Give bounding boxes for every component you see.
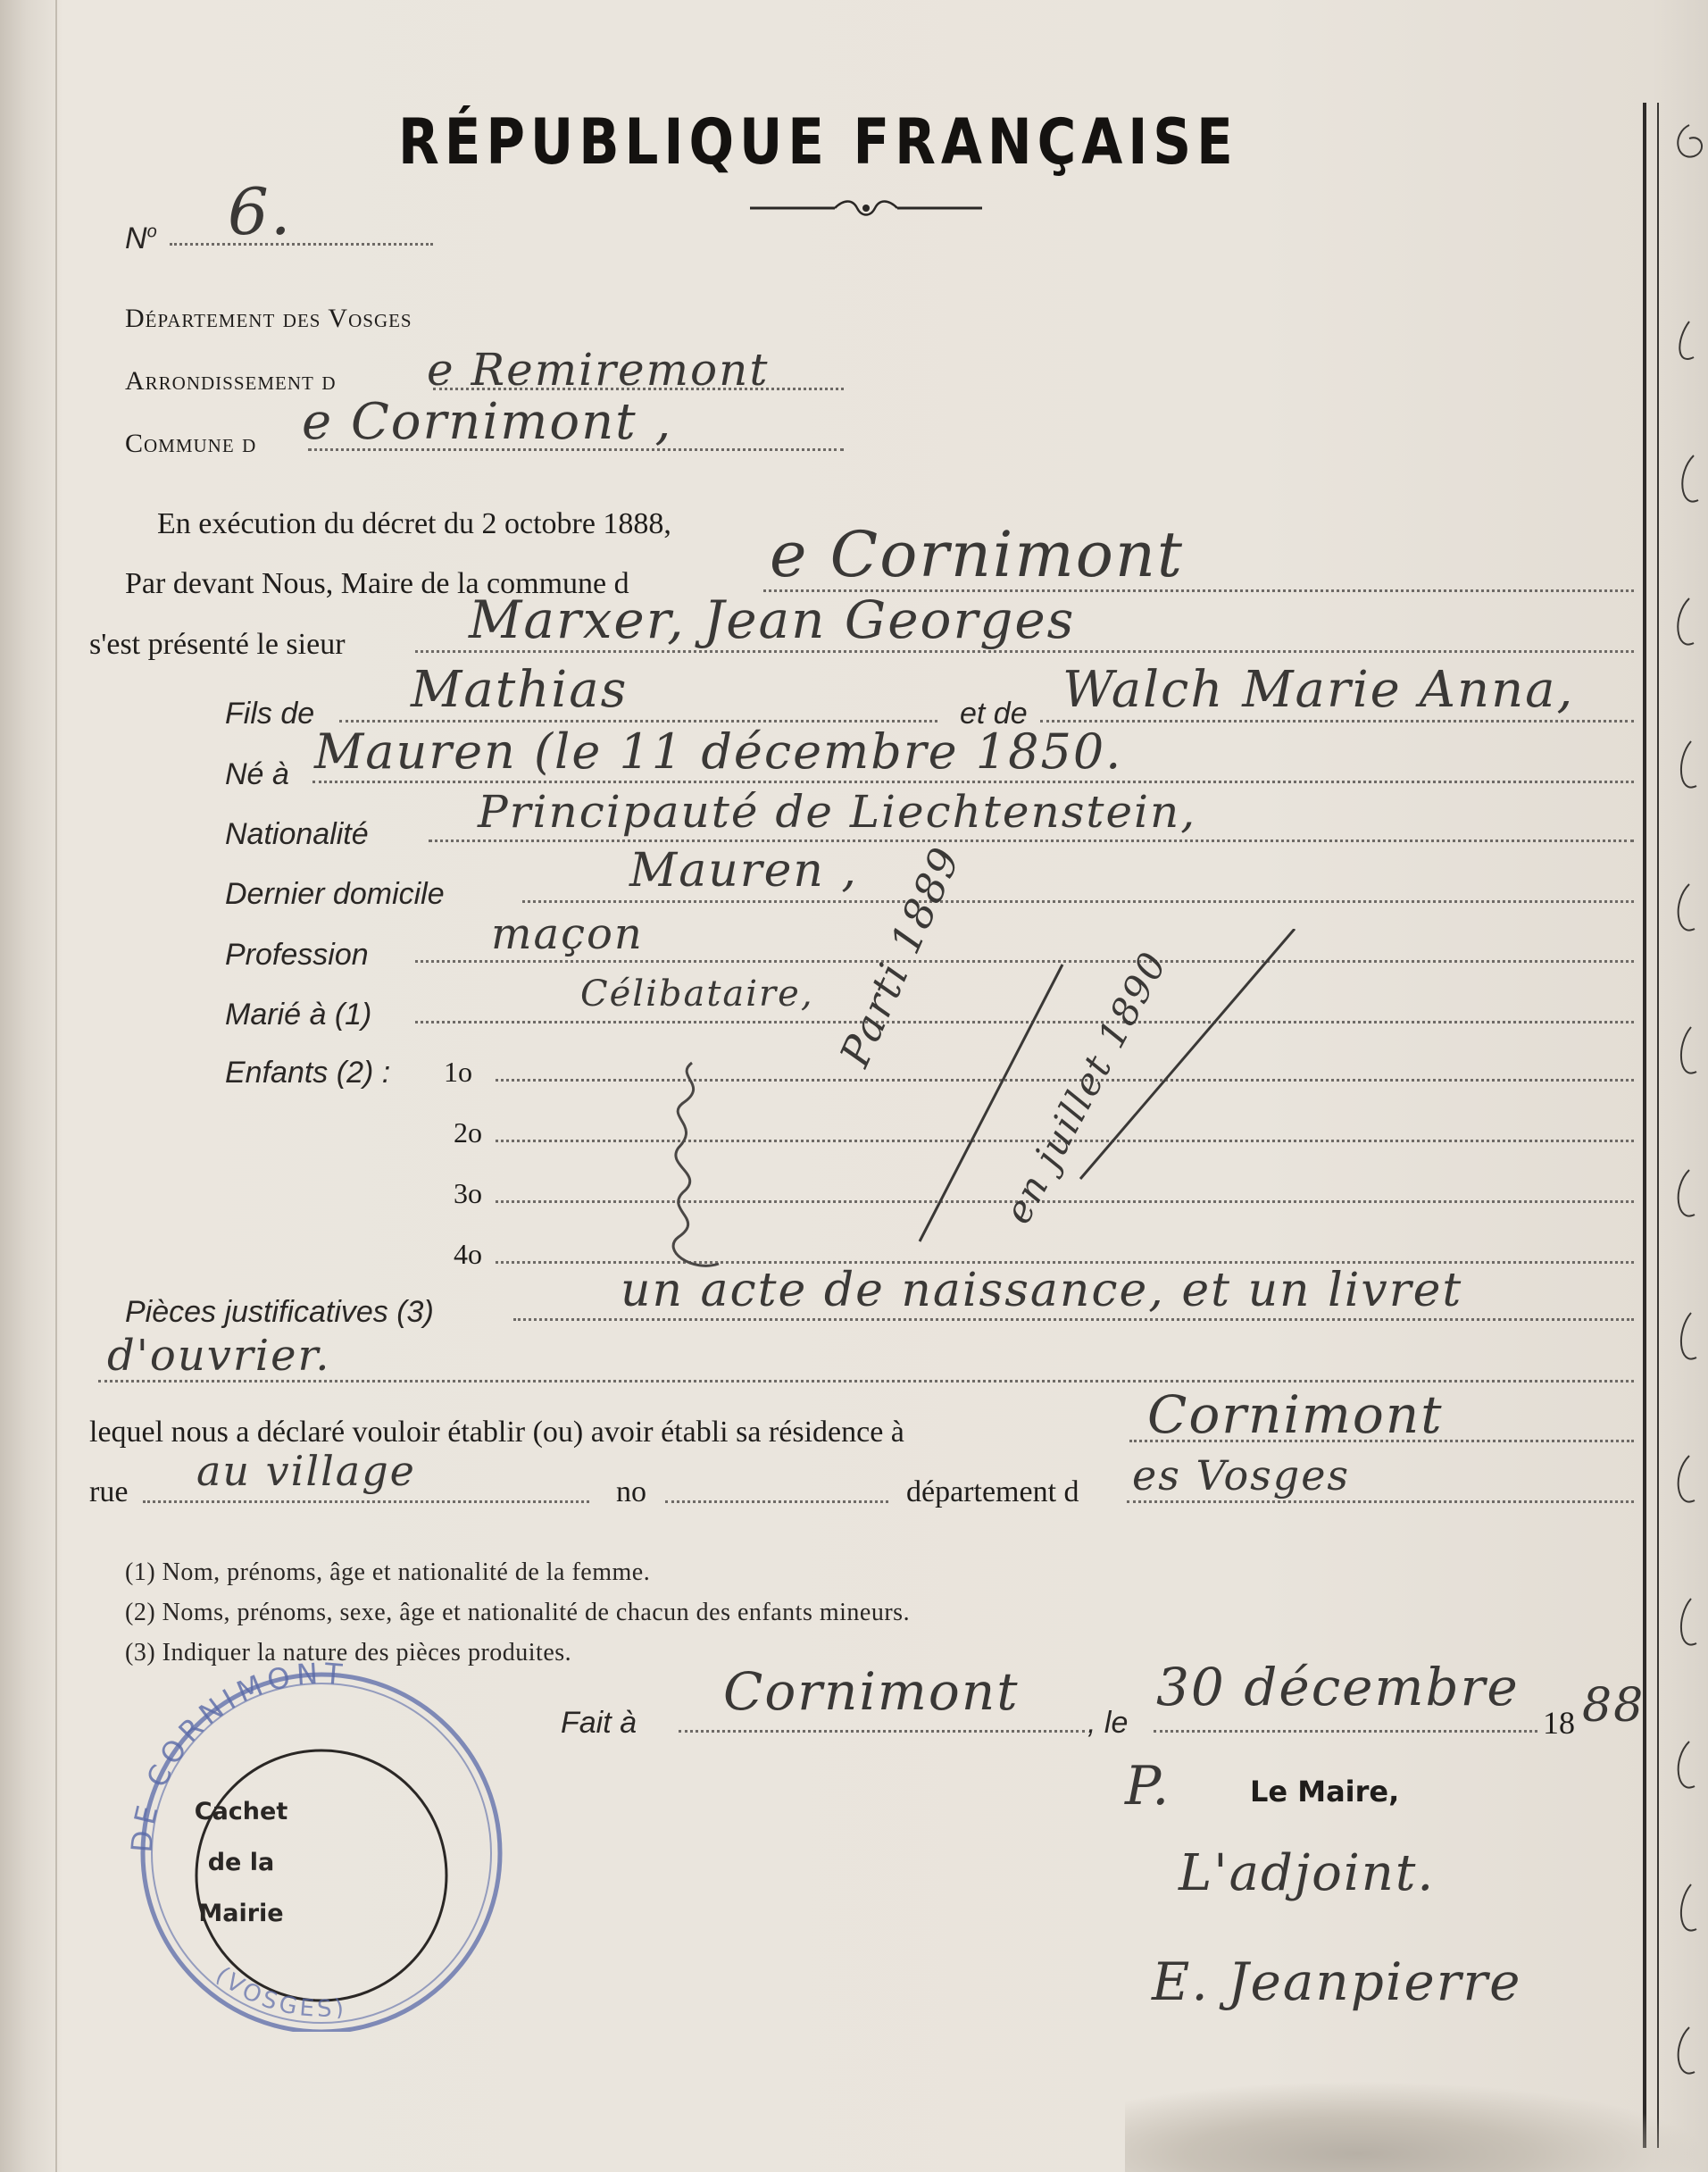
- nationalite-label: Nationalité: [225, 817, 369, 851]
- number-dotted-line: [170, 243, 433, 246]
- domicile-dotted-line: [522, 900, 1634, 903]
- page-title: [0, 105, 1708, 179]
- mother-label: et de: [960, 697, 1028, 731]
- maire-line-label: Par devant Nous, Maire de la commune d: [125, 567, 629, 600]
- fils-dotted-line: [339, 720, 937, 723]
- year-prefix: 18: [1543, 1705, 1575, 1741]
- svg-text:(VOSGES): [211, 1962, 349, 2023]
- enfant-row-4-label: 4o: [454, 1238, 482, 1270]
- decree-text: En exécution du décret du 2 octobre 1888,: [157, 507, 671, 540]
- cachet-label: [156, 1786, 326, 1939]
- dept-residence-label: département d: [906, 1475, 1079, 1508]
- paper-stain: [1125, 2081, 1708, 2172]
- enfants-label: Enfants (2) :: [225, 1056, 391, 1090]
- ne-dotted-line: [312, 781, 1634, 783]
- pieces-label: Pièces justificatives (3): [125, 1295, 434, 1329]
- rue-dotted-line: [143, 1500, 589, 1503]
- date-le-label: , le: [1087, 1706, 1129, 1740]
- pieces-dotted-line: [513, 1318, 1634, 1321]
- page-fold-line: [55, 0, 57, 2172]
- annotation-line-1: Parti 1889: [830, 839, 971, 1073]
- title-text: RÉPUBLIQUE FRANÇAISE: [398, 105, 1238, 179]
- signature-adjoint: L'adjoint.: [1179, 1844, 1436, 1902]
- numero-dotted-line: [665, 1500, 888, 1503]
- rue-value: au village: [196, 1447, 416, 1495]
- mother-value: Walch Marie Anna,: [1062, 661, 1575, 719]
- arrondissement-value: e Remiremont: [427, 344, 770, 396]
- profession-label: Profession: [225, 938, 369, 972]
- domicile-label: Dernier domicile: [225, 877, 445, 911]
- sieur-dotted-line: [415, 650, 1634, 653]
- cachet-line-2: de la: [207, 1849, 275, 1876]
- residence-label: lequel nous a déclaré vouloir établir (ou) avoir établi sa résidence à: [89, 1416, 904, 1449]
- marie-value: Célibataire,: [580, 973, 814, 1015]
- year-suffix: 88: [1582, 1679, 1646, 1733]
- footnote-3: (3) Indiquer la nature des pièces produites.: [125, 1639, 572, 1667]
- signature-p-mark: P.: [1125, 1755, 1171, 1817]
- dept-residence-dotted-line: [1127, 1500, 1634, 1503]
- sieur-value: Marxer, Jean Georges: [469, 589, 1076, 650]
- enfant-row-1-label: 1o: [444, 1056, 472, 1088]
- fils-value: Mathias: [411, 661, 629, 719]
- fait-label: Fait à: [561, 1706, 637, 1740]
- cachet-line-3: Mairie: [198, 1900, 284, 1927]
- nationalite-value: Principauté de Liechtenstein,: [478, 786, 1197, 838]
- date-dotted-line: [1154, 1730, 1537, 1733]
- pieces-value-continued: d'ouvrier.: [107, 1331, 331, 1381]
- commune-value: e Cornimont ,: [302, 393, 673, 451]
- maire-line-value: e Cornimont: [770, 518, 1185, 591]
- title-flourish-ornament: [750, 195, 982, 221]
- sieur-label: s'est présenté le sieur: [89, 628, 346, 661]
- marie-label: Marié à (1): [225, 998, 372, 1032]
- le-maire-label: Le Maire,: [1250, 1775, 1400, 1809]
- cachet-line-1: Cachet: [194, 1798, 288, 1825]
- fait-dotted-line: [679, 1730, 1085, 1733]
- footnote-1: (1) Nom, prénoms, âge et nationalité de la femme.: [125, 1558, 651, 1586]
- stamp-text-top: DE CORNIMONT: [124, 1656, 349, 1854]
- department-label: Département des Vosges: [125, 304, 412, 333]
- residence-value: Cornimont: [1147, 1384, 1444, 1445]
- domicile-value: Mauren ,: [629, 844, 858, 898]
- dept-residence-value: es Vosges: [1132, 1451, 1351, 1500]
- children-brace-mark: [656, 1058, 737, 1282]
- fait-value: Cornimont: [723, 1661, 1020, 1722]
- rue-label: rue: [89, 1475, 129, 1508]
- footnote-2: (2) Noms, prénoms, sexe, âge et nationalité de chacun des enfants mineurs.: [125, 1599, 911, 1626]
- annotation-line-2: en juillet 1890: [996, 943, 1176, 1232]
- ne-value: Mauren (le 11 décembre 1850.: [314, 723, 1123, 780]
- stamp-text-bottom: (VOSGES): [210, 1961, 349, 2023]
- pieces-value: un acte de naissance, et un livret: [621, 1264, 1463, 1317]
- number-value: 6.: [228, 174, 293, 249]
- fils-label: Fils de: [225, 697, 315, 731]
- number-label: $N^o$: [125, 221, 157, 255]
- enfant-row-3-label: 3o: [454, 1177, 482, 1209]
- right-border-rule: [1643, 103, 1646, 2148]
- commune-label: Commune d: [125, 429, 257, 458]
- ne-label: Né à: [225, 757, 289, 791]
- numero-label: no: [616, 1475, 646, 1508]
- profession-value: maçon: [491, 909, 644, 959]
- right-border-rule-thin: [1657, 103, 1659, 2148]
- enfant-row-2-label: 2o: [454, 1116, 482, 1149]
- date-value: 30 décembre: [1156, 1657, 1520, 1717]
- mother-dotted-line: [1040, 720, 1634, 723]
- signature-name: E. Jeanpierre: [1152, 1951, 1522, 2012]
- arrondissement-label: Arrondissement d: [125, 366, 337, 396]
- edge-decoration-ornament: [1671, 98, 1708, 2108]
- nationalite-dotted-line: [429, 840, 1634, 842]
- page-fold-shadow: [0, 0, 62, 2172]
